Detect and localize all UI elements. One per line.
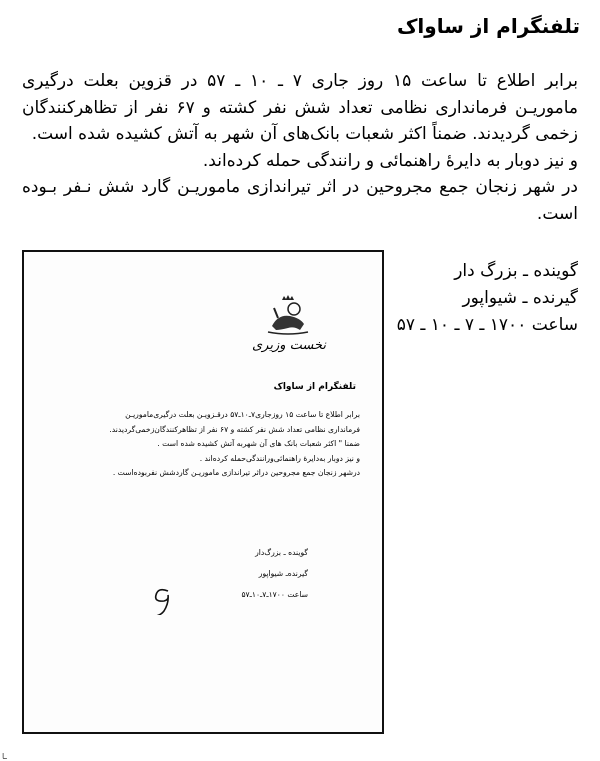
scan-line: ضمنا " اکثر شعبات بانک های آن شهربه آتش کشیده شده است .: [157, 439, 360, 448]
scan-body: [52, 408, 360, 481]
signature-time: ساعت ۱۷۰۰ ـ ۷ ـ ۱۰ ـ ۵۷: [396, 315, 578, 335]
scan-signature: [241, 542, 308, 605]
signature-speaker: گوینده ـ بزرگ دار: [454, 261, 578, 281]
lion-and-sun-emblem-icon: [264, 294, 312, 336]
scanned-document-image: [22, 250, 384, 734]
corner-mark: ـا: [2, 752, 7, 761]
body-paragraph-3: در شهر زنجان جمع مجروحین در اثر تیراندازی ماموریـن گارد شش نـفر بـوده است.: [22, 177, 578, 224]
document-body: [22, 68, 578, 227]
scan-title: تلفنگرام از ساواک: [273, 382, 356, 392]
body-paragraph-2: و نیز دوبار به دایرهٔ راهنمائی و رانندگی حمله کرده‌اند.: [202, 150, 578, 171]
signature-receiver: گیرنده ـ شیواپور: [462, 288, 578, 308]
scan-signature-speaker: گوینده ـ بزرگ‌دار: [255, 548, 308, 557]
handwritten-number-9-icon: [148, 587, 178, 615]
scan-line: فرمانداری نظامی تعداد شش نفر کشته و ۶۷ نفر از تظاهرکنندگان‌زخمی‌گردیدند.: [109, 424, 360, 434]
scan-line: برابر اطلاع تا ساعت ۱۵ روزجاری۷ـ۱۰ـ۵۷ درقـزویـن بعلت درگیری‌ماموریـن: [125, 410, 360, 419]
document-title: تلفنگرام از ساواک: [396, 14, 580, 38]
body-paragraph-1: برابر اطلاع تا ساعت ۱۵ روز جاری ۷ ـ ۱۰ ـ ۵۷ در قزوین بعلت درگیری ماموریـن فرمانداری نظامی تعداد شش نفر کشته و ۶۷ نفر از تظاهرکنندگان زخمی گردیدند. ضمناً اکثر شعبات بانک‌های آن شهر به آتش کشیده شده است.: [22, 71, 579, 144]
scan-signature-time: ساعت ۱۷۰۰ـ۷ـ۱۰ـ۵۷: [241, 590, 308, 599]
signature-block: [398, 258, 578, 339]
scan-signature-receiver: گیرنده‌ـ شیواپور: [258, 569, 308, 578]
scan-line: و نیز دوبار به‌دایره‌‌ٔ راهنمائی‌ورانندگی‌حمله کرده‌اند .: [199, 453, 360, 463]
scan-line: درشهر زنجان جمع مجروحین دراثر تیراندازی ماموریـن گاردشش نفربوده‌است .: [112, 468, 360, 477]
scan-header-caption: نخست وزیری: [251, 338, 327, 353]
